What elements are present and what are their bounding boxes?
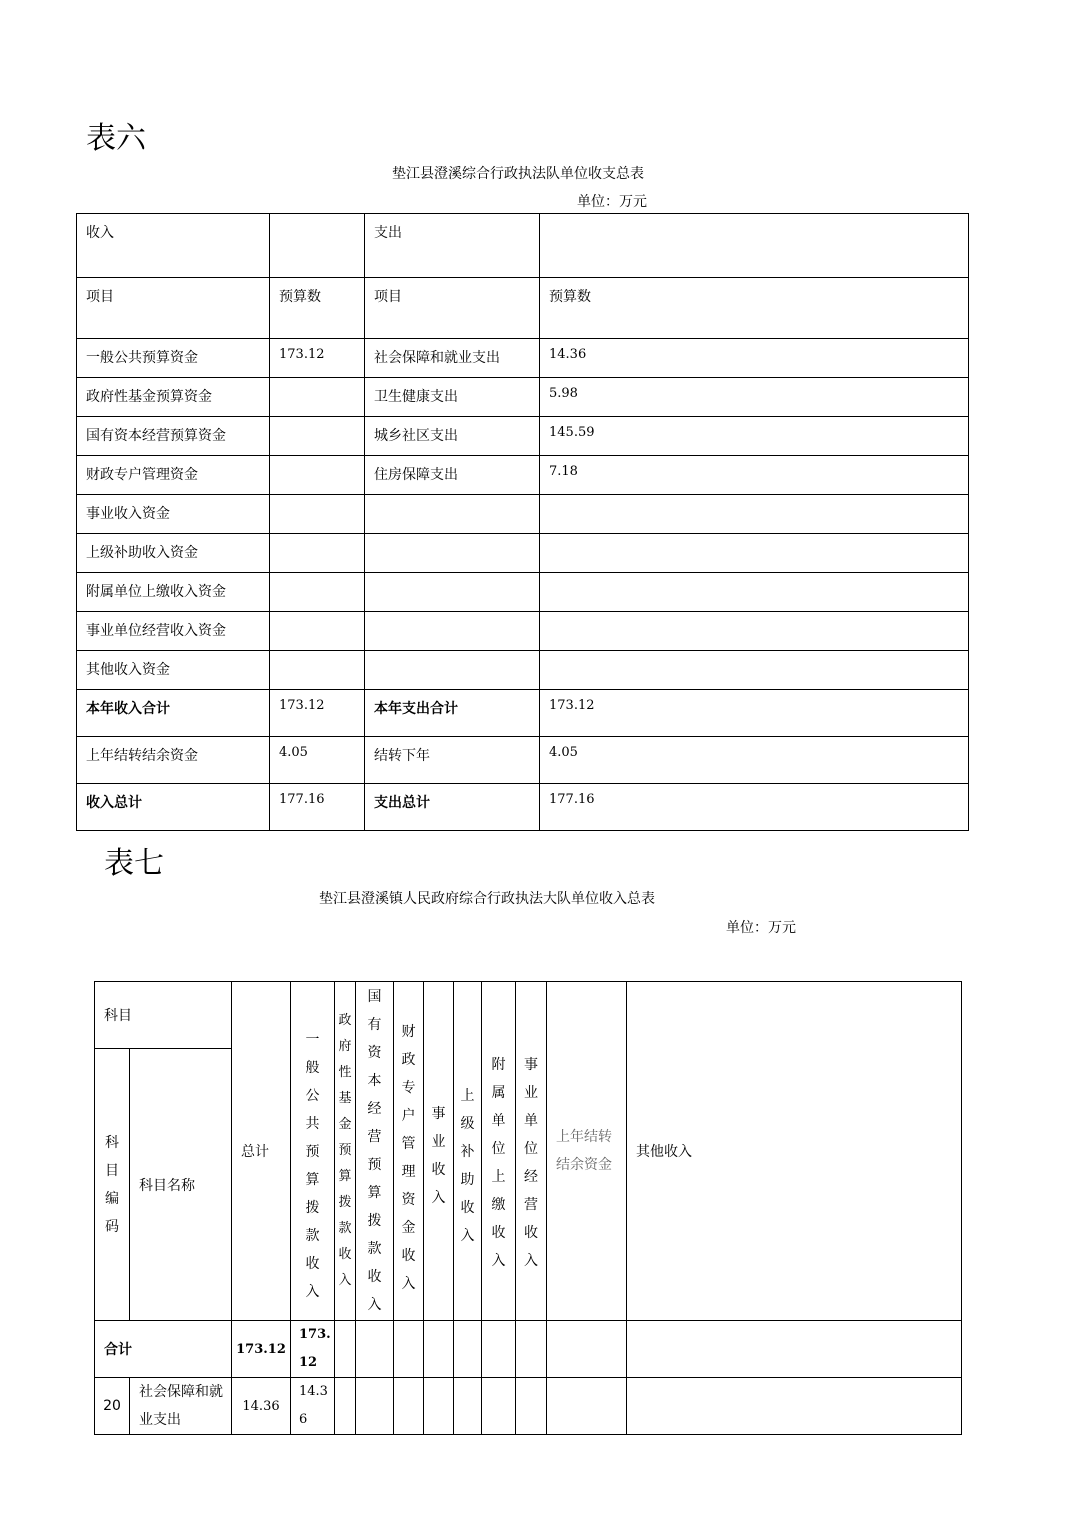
income-item: 事业单位经营收入资金	[77, 612, 270, 651]
income-item: 本年收入合计	[77, 690, 270, 737]
sum-row-cell	[547, 1321, 627, 1378]
income-item: 上年结转结余资金	[77, 737, 270, 784]
expense-item	[365, 651, 540, 690]
income-value: 173.12	[270, 339, 365, 378]
expense-header-blank	[540, 214, 969, 278]
business-income-header: 事 业 收 入	[424, 982, 454, 1321]
row-cell	[547, 1378, 627, 1435]
income-item: 事业收入资金	[77, 495, 270, 534]
sum-row-cell	[335, 1321, 356, 1378]
income-item: 附属单位上缴收入资金	[77, 573, 270, 612]
table6-unit: 单位：万元	[577, 194, 647, 210]
row-total: 14.36	[232, 1378, 291, 1435]
gov-fund-header: 政 府 性 基 金 预 算 拨 款 收 入	[335, 982, 356, 1321]
income-value: 4.05	[270, 737, 365, 784]
row-general-budget: 14.36	[291, 1378, 335, 1435]
expense-item	[365, 534, 540, 573]
income-value: 177.16	[270, 784, 365, 831]
state-capital-header: 国 有 资 本 经 营 预 算 拨 款 收 入	[356, 982, 394, 1321]
income-value	[270, 456, 365, 495]
income-value: 173.12	[270, 690, 365, 737]
table6-heading: 表六	[86, 121, 146, 156]
income-item-header: 项目	[77, 278, 270, 339]
table7-title: 垫江县澄溪镇人民政府综合行政执法大队单位收入总表	[319, 891, 655, 907]
expense-value: 4.05	[540, 737, 969, 784]
income-value	[270, 378, 365, 417]
expense-item	[365, 573, 540, 612]
table7-heading: 表七	[104, 846, 164, 881]
income-budget-header: 预算数	[270, 278, 365, 339]
expense-value	[540, 534, 969, 573]
income-item: 政府性基金预算资金	[77, 378, 270, 417]
expense-value: 7.18	[540, 456, 969, 495]
sum-row-cell	[424, 1321, 454, 1378]
expense-header: 支出	[365, 214, 540, 278]
expense-item: 支出总计	[365, 784, 540, 831]
expense-item	[365, 612, 540, 651]
row-cell	[627, 1378, 962, 1435]
expense-item: 住房保障支出	[365, 456, 540, 495]
other-income-header: 其他收入	[627, 982, 962, 1321]
income-item: 一般公共预算资金	[77, 339, 270, 378]
expense-value	[540, 573, 969, 612]
row-subject-code: 20	[95, 1378, 130, 1435]
carryover-header: 上年结转结余资金	[547, 982, 627, 1321]
expense-item: 城乡社区支出	[365, 417, 540, 456]
expense-value	[540, 495, 969, 534]
expense-budget-header: 预算数	[540, 278, 969, 339]
income-value	[270, 534, 365, 573]
income-header-blank	[270, 214, 365, 278]
sum-row-label: 合计	[95, 1321, 232, 1378]
row-cell	[356, 1378, 394, 1435]
income-value	[270, 612, 365, 651]
row-subject-name: 社会保障和就业支出	[130, 1378, 232, 1435]
superior-subsidy-header: 上 级 补 助 收 入	[454, 982, 482, 1321]
expense-item: 结转下年	[365, 737, 540, 784]
income-item: 国有资本经营预算资金	[77, 417, 270, 456]
business-operation-header: 事 业 单 位 经 营 收 入	[516, 982, 547, 1321]
sum-row-general-budget: 173.12	[291, 1321, 335, 1378]
general-budget-header: 一 般 公 共 预 算 拨 款 收 入	[291, 982, 335, 1321]
expense-value: 177.16	[540, 784, 969, 831]
expense-value: 173.12	[540, 690, 969, 737]
row-cell	[424, 1378, 454, 1435]
expense-item: 卫生健康支出	[365, 378, 540, 417]
income-value	[270, 651, 365, 690]
sum-row-cell	[482, 1321, 516, 1378]
income-item: 收入总计	[77, 784, 270, 831]
row-cell	[394, 1378, 424, 1435]
expense-item: 本年支出合计	[365, 690, 540, 737]
sum-row-cell	[394, 1321, 424, 1378]
expense-value: 145.59	[540, 417, 969, 456]
row-cell	[335, 1378, 356, 1435]
expense-item-header: 项目	[365, 278, 540, 339]
expense-value	[540, 651, 969, 690]
row-cell	[516, 1378, 547, 1435]
sum-row-cell	[454, 1321, 482, 1378]
income-value	[270, 573, 365, 612]
row-cell	[454, 1378, 482, 1435]
sum-row-cell	[356, 1321, 394, 1378]
income-header: 收入	[77, 214, 270, 278]
total-header: 总计	[232, 982, 291, 1321]
income-value	[270, 417, 365, 456]
table6-title: 垫江县澄溪综合行政执法队单位收支总表	[392, 166, 644, 182]
income-expense-summary-table	[76, 213, 969, 831]
expense-value	[540, 612, 969, 651]
subject-name-header: 科目名称	[130, 1049, 232, 1321]
table7-unit: 单位：万元	[726, 920, 796, 936]
row-cell	[482, 1378, 516, 1435]
expense-item: 社会保障和就业支出	[365, 339, 540, 378]
affiliated-unit-header: 附 属 单 位 上 缴 收 入	[482, 982, 516, 1321]
expense-item	[365, 495, 540, 534]
expense-value: 14.36	[540, 339, 969, 378]
expense-value: 5.98	[540, 378, 969, 417]
subject-header: 科目	[95, 982, 232, 1049]
income-value	[270, 495, 365, 534]
income-item: 其他收入资金	[77, 651, 270, 690]
income-item: 财政专户管理资金	[77, 456, 270, 495]
sum-row-total: 173.12	[232, 1321, 291, 1378]
fiscal-account-header: 财 政 专 户 管 理 资 金 收 入	[394, 982, 424, 1321]
income-summary-table	[94, 981, 962, 1435]
income-item: 上级补助收入资金	[77, 534, 270, 573]
sum-row-cell	[516, 1321, 547, 1378]
sum-row-cell	[627, 1321, 962, 1378]
subject-code-header: 科 目 编 码	[95, 1049, 130, 1321]
